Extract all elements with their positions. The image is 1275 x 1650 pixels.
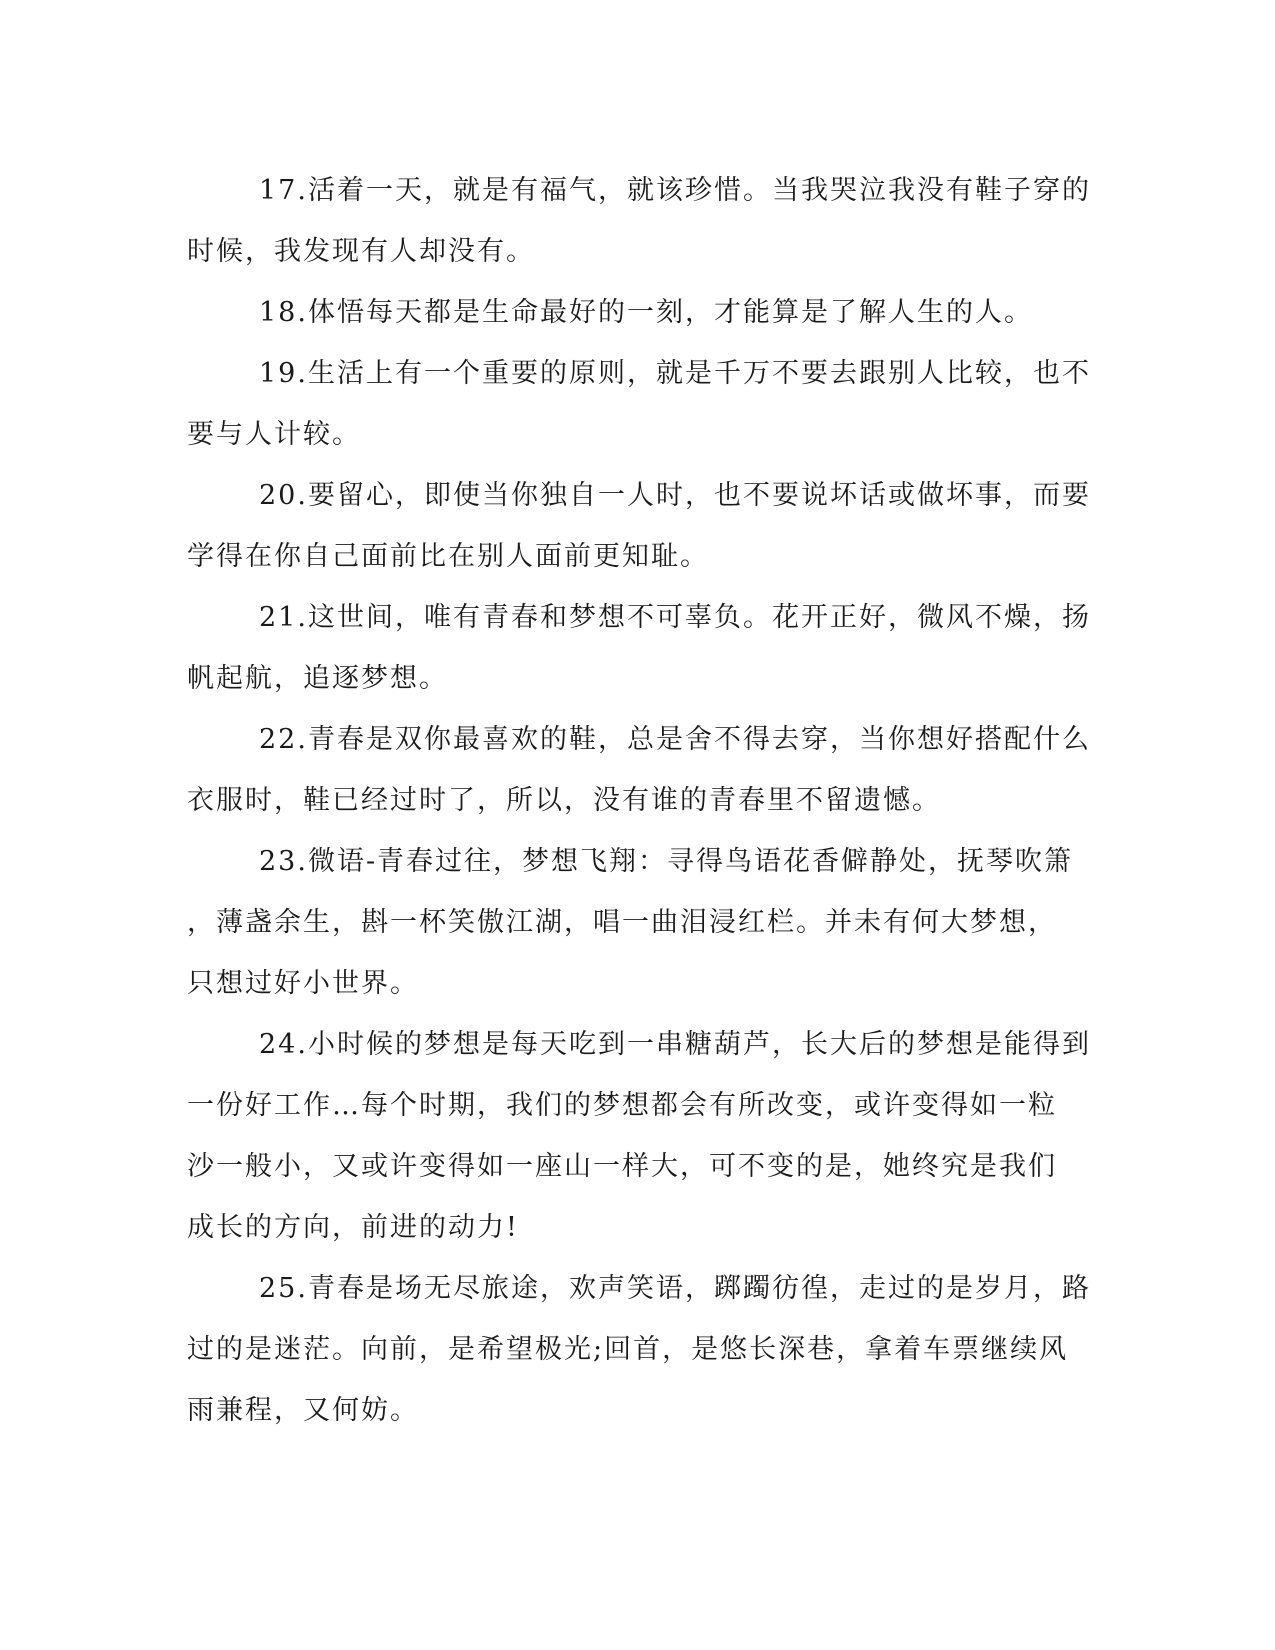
paragraph-line: 学得在你自己面前比在别人面前更知耻。 [187, 541, 709, 572]
paragraph-line: 一份好工作…每个时期，我们的梦想都会有所改变，或许变得如一粒 [187, 1090, 1057, 1121]
paragraph-line: 23.微语-青春过往，梦想飞翔：寻得鸟语花香僻静处，抚琴吹箫 [259, 846, 1074, 877]
paragraph-line: 25.青春是场无尽旅途，欢声笑语，踯躅彷徨，走过的是岁月，路 [259, 1273, 1091, 1304]
paragraph-line: 帆起航，追逐梦想。 [187, 663, 448, 694]
paragraph-line: 衣服时，鞋已经过时了，所以，没有谁的青春里不留遗憾。 [187, 785, 941, 816]
paragraph-24 [187, 1014, 1091, 1258]
paragraph-line: 沙一般小，又或许变得如一座山一样大，可不变的是，她终究是我们 [187, 1151, 1057, 1182]
paragraph-21 [187, 587, 1091, 709]
paragraph-line: 雨兼程，又何妨。 [187, 1395, 419, 1426]
paragraph-line: 20.要留心，即使当你独自一人时，也不要说坏话或做坏事，而要 [259, 480, 1091, 511]
paragraph-line: 要与人计较。 [187, 419, 361, 450]
paragraph-17 [187, 160, 1091, 282]
paragraph-line: 只想过好小世界。 [187, 968, 419, 999]
paragraph-line: 21.这世间，唯有青春和梦想不可辜负。花开正好，微风不燥，扬 [259, 602, 1091, 633]
paragraph-18 [187, 282, 1087, 343]
paragraph-line: ，薄盏余生，斟一杯笑傲江湖，唱一曲泪浸红栏。并未有何大梦想， [187, 907, 1057, 938]
document-body [187, 160, 1091, 1441]
paragraph-line: 18.体悟每天都是生命最好的一刻，才能算是了解人生的人。 [259, 297, 1033, 328]
paragraph-line: 时候，我发现有人却没有。 [187, 236, 535, 267]
paragraph-22 [187, 709, 1091, 831]
paragraph-line: 24.小时候的梦想是每天吃到一串糖葫芦，长大后的梦想是能得到 [259, 1029, 1091, 1060]
paragraph-line: 17.活着一天，就是有福气，就该珍惜。当我哭泣我没有鞋子穿的 [259, 175, 1091, 206]
paragraph-line: 过的是迷茫。向前，是希望极光;回首，是悠长深巷，拿着车票继续风 [187, 1334, 1069, 1365]
paragraph-19 [187, 343, 1091, 465]
paragraph-23 [187, 831, 1087, 1014]
paragraph-line: 成长的方向，前进的动力! [187, 1212, 519, 1243]
paragraph-25 [187, 1258, 1091, 1441]
paragraph-line: 22.青春是双你最喜欢的鞋，总是舍不得去穿，当你想好搭配什么 [259, 724, 1091, 755]
paragraph-line: 19.生活上有一个重要的原则，就是千万不要去跟别人比较，也不 [259, 358, 1091, 389]
paragraph-20 [187, 465, 1091, 587]
